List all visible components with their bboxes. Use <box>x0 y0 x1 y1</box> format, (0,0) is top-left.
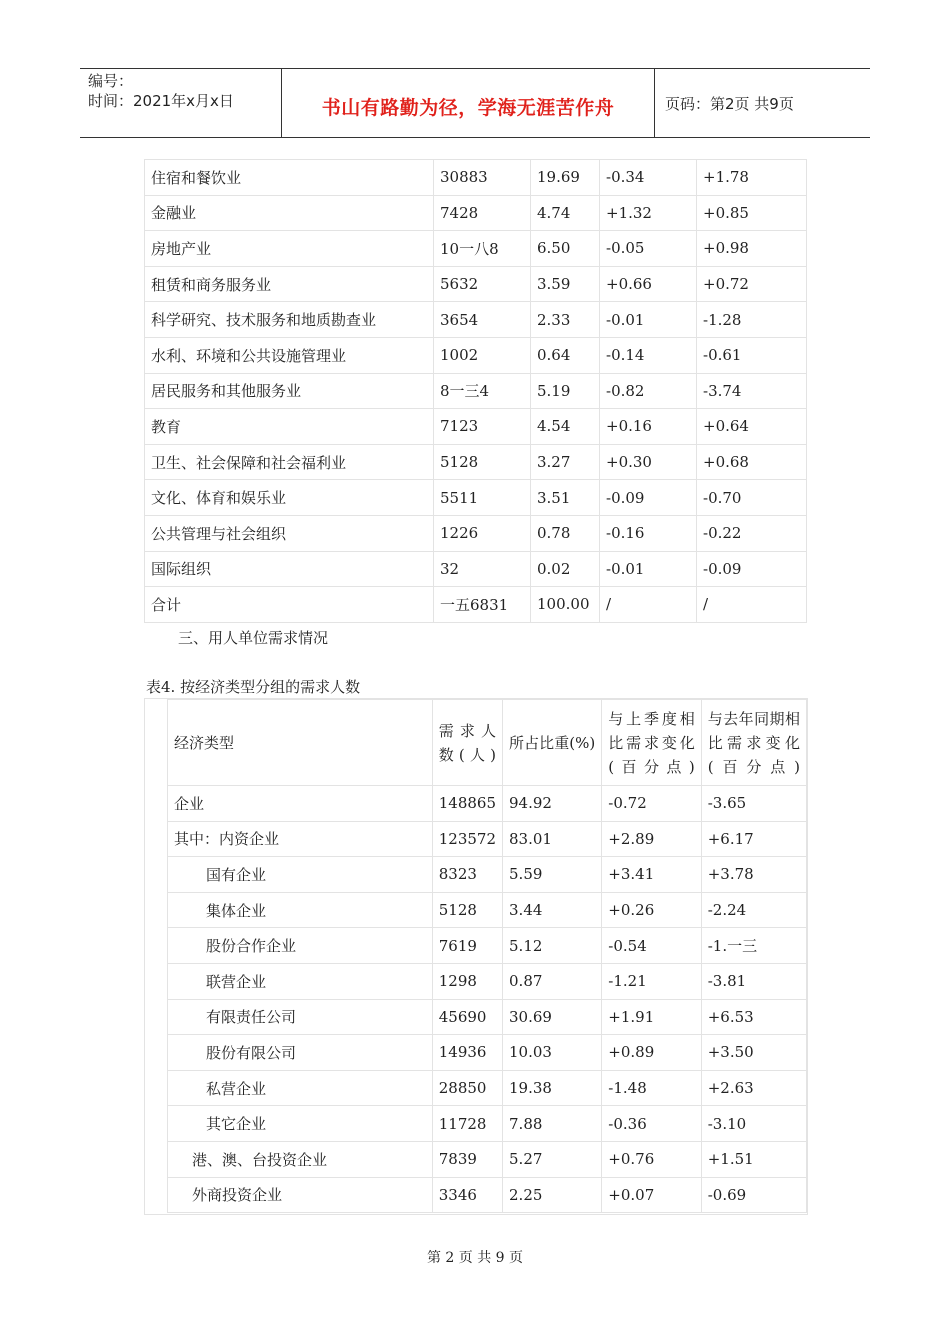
industry-cell: 文化、体育和娱乐业 <box>145 480 434 516</box>
table-row <box>145 409 807 445</box>
qoq-change-cell: -0.82 <box>600 373 697 409</box>
qoq-change-cell: -1.21 <box>602 963 701 999</box>
header-yoy-change: 与去年同期相比需求变化(百分点) <box>701 700 806 786</box>
table-caption: 表4. 按经济类型分组的需求人数 <box>146 678 361 696</box>
industry-cell: 教育 <box>145 409 434 445</box>
qoq-change-cell: -0.01 <box>600 551 697 587</box>
economic-type-cell: 其中：内资企业 <box>168 821 433 857</box>
share-cell: 94.92 <box>503 786 602 822</box>
qoq-change-cell: / <box>600 587 697 623</box>
industry-cell: 公共管理与社会组织 <box>145 515 434 551</box>
economic-type-cell: 外商投资企业 <box>168 1177 433 1213</box>
yoy-change-cell: / <box>697 587 807 623</box>
industry-cell: 租赁和商务服务业 <box>145 266 434 302</box>
share-cell: 10.03 <box>503 1035 602 1071</box>
qoq-change-cell: -1.48 <box>602 1070 701 1106</box>
demand-count-cell: 5128 <box>432 892 502 928</box>
share-cell: 4.74 <box>531 195 600 231</box>
table-row <box>145 373 807 409</box>
table-row <box>145 480 807 516</box>
economic-type-table <box>167 699 807 1213</box>
yoy-change-cell: +0.64 <box>697 409 807 445</box>
document-header <box>80 68 870 138</box>
industry-demand-table <box>144 159 807 623</box>
table-row <box>168 1035 807 1071</box>
qoq-change-cell: +2.89 <box>602 821 701 857</box>
table-row <box>145 337 807 373</box>
table-row <box>168 928 807 964</box>
qoq-change-cell: +0.16 <box>600 409 697 445</box>
table-row <box>145 231 807 267</box>
header-meta <box>80 69 282 137</box>
table-row <box>145 551 807 587</box>
header-qoq-change: 与上季度相比需求变化(百分点) <box>602 700 701 786</box>
time-label: 时间：2021年x月x日 <box>88 92 234 110</box>
demand-count-cell: 7619 <box>432 928 502 964</box>
demand-count-cell: 30883 <box>434 160 531 196</box>
yoy-change-cell: -0.22 <box>697 515 807 551</box>
share-cell: 0.78 <box>531 515 600 551</box>
qoq-change-cell: -0.14 <box>600 337 697 373</box>
share-cell: 5.27 <box>503 1141 602 1177</box>
share-cell: 3.44 <box>503 892 602 928</box>
table-row <box>168 963 807 999</box>
yoy-change-cell: -0.69 <box>701 1177 806 1213</box>
demand-count-cell: 5511 <box>434 480 531 516</box>
yoy-change-cell: -0.61 <box>697 337 807 373</box>
share-cell: 6.50 <box>531 231 600 267</box>
demand-count-cell: 148865 <box>432 786 502 822</box>
table-row <box>168 1070 807 1106</box>
yoy-change-cell: -3.10 <box>701 1106 806 1142</box>
header-demand-count: 需求人数(人) <box>432 700 502 786</box>
share-cell: 0.64 <box>531 337 600 373</box>
page-info: 页码：第2页 共9页 <box>665 95 794 113</box>
table-header-row <box>168 700 807 786</box>
economic-type-cell: 国有企业 <box>168 857 433 893</box>
demand-count-cell: 11728 <box>432 1106 502 1142</box>
table-row <box>145 444 807 480</box>
yoy-change-cell: +0.72 <box>697 266 807 302</box>
yoy-change-cell: +1.51 <box>701 1141 806 1177</box>
share-cell: 2.25 <box>503 1177 602 1213</box>
economic-type-cell: 港、澳、台投资企业 <box>168 1141 433 1177</box>
header-economic-type: 经济类型 <box>168 700 433 786</box>
demand-count-cell: 5632 <box>434 266 531 302</box>
table-row <box>168 892 807 928</box>
economic-type-cell: 联营企业 <box>168 963 433 999</box>
yoy-change-cell: -3.65 <box>701 786 806 822</box>
demand-count-cell: 7839 <box>432 1141 502 1177</box>
table-row <box>145 302 807 338</box>
yoy-change-cell: -0.09 <box>697 551 807 587</box>
motto: 书山有路勤为径，学海无涯苦作舟 <box>321 97 615 119</box>
header-share: 所占比重(%) <box>503 700 602 786</box>
table-row <box>145 266 807 302</box>
qoq-change-cell: -0.72 <box>602 786 701 822</box>
share-cell: 5.19 <box>531 373 600 409</box>
table-row <box>168 821 807 857</box>
qoq-change-cell: -0.54 <box>602 928 701 964</box>
share-cell: 2.33 <box>531 302 600 338</box>
qoq-change-cell: +0.30 <box>600 444 697 480</box>
share-cell: 3.59 <box>531 266 600 302</box>
qoq-change-cell: +3.41 <box>602 857 701 893</box>
economic-type-cell: 有限责任公司 <box>168 999 433 1035</box>
share-cell: 5.59 <box>503 857 602 893</box>
qoq-change-cell: -0.16 <box>600 515 697 551</box>
industry-cell: 卫生、社会保障和社会福利业 <box>145 444 434 480</box>
table-row <box>145 515 807 551</box>
number-label: 编号： <box>88 72 134 90</box>
table-row <box>145 587 807 623</box>
qoq-change-cell: +1.32 <box>600 195 697 231</box>
page-footer: 第 2 页 共 9 页 <box>426 1250 524 1266</box>
industry-cell: 金融业 <box>145 195 434 231</box>
demand-count-cell: 1002 <box>434 337 531 373</box>
demand-count-cell: 3654 <box>434 302 531 338</box>
share-cell: 0.02 <box>531 551 600 587</box>
economic-type-cell: 企业 <box>168 786 433 822</box>
yoy-change-cell: +1.78 <box>697 160 807 196</box>
table-row <box>145 160 807 196</box>
industry-cell: 科学研究、技术服务和地质勘查业 <box>145 302 434 338</box>
yoy-change-cell: +2.63 <box>701 1070 806 1106</box>
demand-count-cell: 一五6831 <box>434 587 531 623</box>
share-cell: 0.87 <box>503 963 602 999</box>
yoy-change-cell: -1.28 <box>697 302 807 338</box>
industry-cell: 合计 <box>145 587 434 623</box>
demand-count-cell: 28850 <box>432 1070 502 1106</box>
table-row <box>168 999 807 1035</box>
qoq-change-cell: +0.07 <box>602 1177 701 1213</box>
share-cell: 3.27 <box>531 444 600 480</box>
table-row <box>168 1106 807 1142</box>
qoq-change-cell: -0.05 <box>600 231 697 267</box>
yoy-change-cell: +0.68 <box>697 444 807 480</box>
industry-cell: 住宿和餐饮业 <box>145 160 434 196</box>
demand-count-cell: 32 <box>434 551 531 587</box>
share-cell: 19.38 <box>503 1070 602 1106</box>
share-cell: 83.01 <box>503 821 602 857</box>
table-row <box>168 857 807 893</box>
yoy-change-cell: -1.一三 <box>701 928 806 964</box>
qoq-change-cell: +0.89 <box>602 1035 701 1071</box>
demand-count-cell: 1298 <box>432 963 502 999</box>
yoy-change-cell: +6.53 <box>701 999 806 1035</box>
industry-cell: 房地产业 <box>145 231 434 267</box>
yoy-change-cell: +3.78 <box>701 857 806 893</box>
demand-count-cell: 10一八8 <box>434 231 531 267</box>
table-row <box>168 1177 807 1213</box>
qoq-change-cell: +0.66 <box>600 266 697 302</box>
table-row <box>145 195 807 231</box>
yoy-change-cell: -3.74 <box>697 373 807 409</box>
industry-cell: 水利、环境和公共设施管理业 <box>145 337 434 373</box>
yoy-change-cell: -2.24 <box>701 892 806 928</box>
economic-type-cell: 股份有限公司 <box>168 1035 433 1071</box>
demand-count-cell: 7123 <box>434 409 531 445</box>
share-cell: 7.88 <box>503 1106 602 1142</box>
yoy-change-cell: +0.98 <box>697 231 807 267</box>
qoq-change-cell: -0.36 <box>602 1106 701 1142</box>
economic-type-cell: 其它企业 <box>168 1106 433 1142</box>
qoq-change-cell: -0.09 <box>600 480 697 516</box>
yoy-change-cell: +0.85 <box>697 195 807 231</box>
yoy-change-cell: +6.17 <box>701 821 806 857</box>
qoq-change-cell: +0.26 <box>602 892 701 928</box>
demand-count-cell: 14936 <box>432 1035 502 1071</box>
table-row <box>168 786 807 822</box>
share-cell: 100.00 <box>531 587 600 623</box>
qoq-change-cell: +1.91 <box>602 999 701 1035</box>
qoq-change-cell: +0.76 <box>602 1141 701 1177</box>
header-page-cell <box>655 69 870 137</box>
share-cell: 30.69 <box>503 999 602 1035</box>
demand-count-cell: 8一三4 <box>434 373 531 409</box>
economic-type-cell: 私营企业 <box>168 1070 433 1106</box>
demand-count-cell: 45690 <box>432 999 502 1035</box>
demand-count-cell: 3346 <box>432 1177 502 1213</box>
economic-type-cell: 股份合作企业 <box>168 928 433 964</box>
yoy-change-cell: -0.70 <box>697 480 807 516</box>
economic-type-cell: 集体企业 <box>168 892 433 928</box>
demand-count-cell: 123572 <box>432 821 502 857</box>
section-title: 三、用人单位需求情况 <box>178 629 329 647</box>
table-row <box>168 1141 807 1177</box>
demand-count-cell: 8323 <box>432 857 502 893</box>
share-cell: 5.12 <box>503 928 602 964</box>
yoy-change-cell: -3.81 <box>701 963 806 999</box>
header-motto-cell <box>282 69 655 137</box>
share-cell: 3.51 <box>531 480 600 516</box>
demand-count-cell: 7428 <box>434 195 531 231</box>
qoq-change-cell: -0.01 <box>600 302 697 338</box>
demand-count-cell: 5128 <box>434 444 531 480</box>
share-cell: 4.54 <box>531 409 600 445</box>
yoy-change-cell: +3.50 <box>701 1035 806 1071</box>
demand-count-cell: 1226 <box>434 515 531 551</box>
qoq-change-cell: -0.34 <box>600 160 697 196</box>
economic-type-table-frame <box>144 698 808 1215</box>
industry-cell: 国际组织 <box>145 551 434 587</box>
industry-cell: 居民服务和其他服务业 <box>145 373 434 409</box>
share-cell: 19.69 <box>531 160 600 196</box>
